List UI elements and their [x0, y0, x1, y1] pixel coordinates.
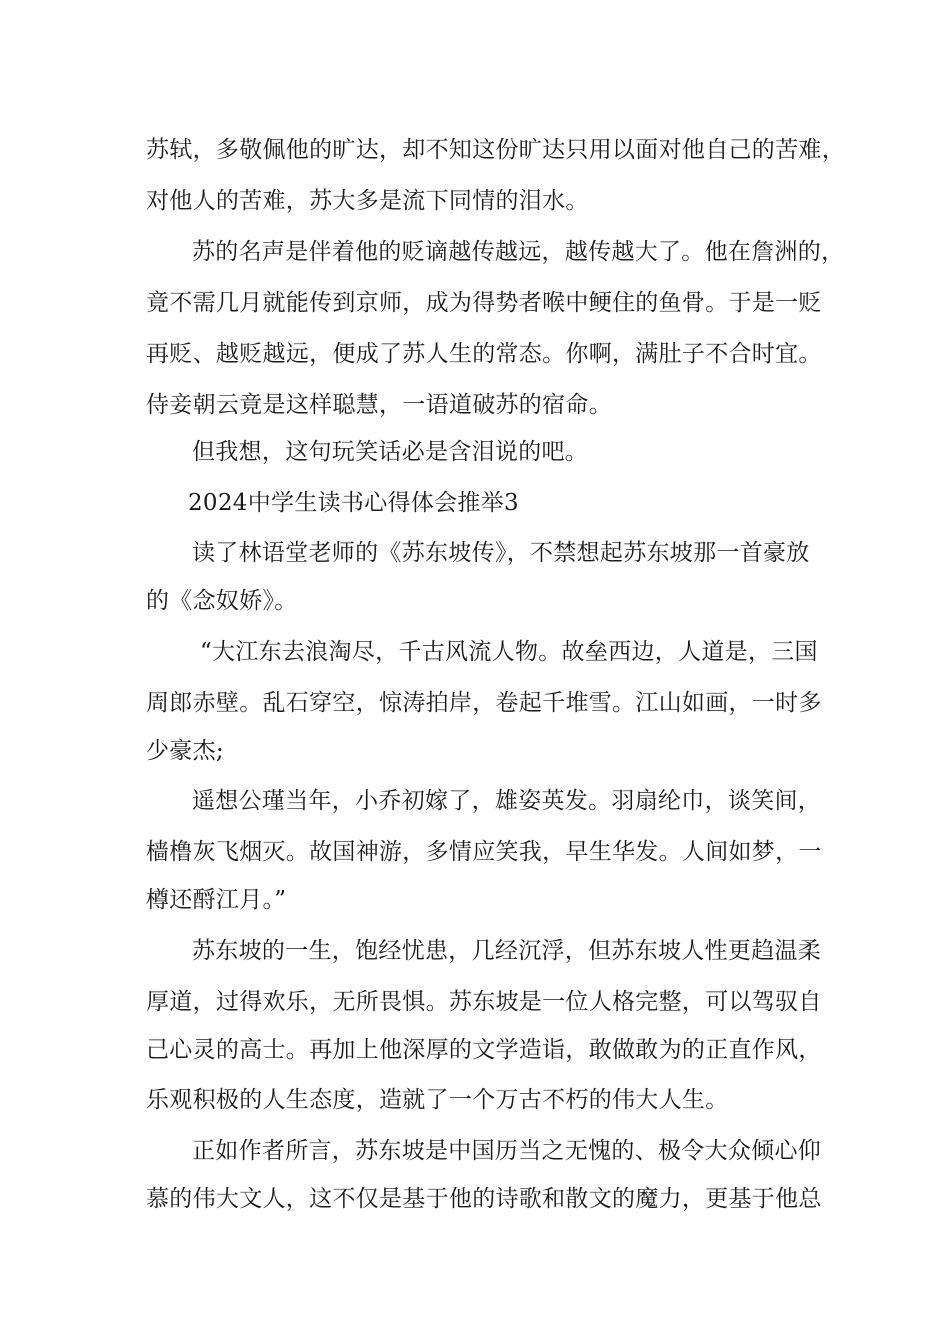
section-heading: 2024中学生读书心得体会推举3: [188, 490, 519, 516]
paragraph-first-line: 苏东坡的一生，饱经忧患，几经沉浮，但苏东坡人性更趋温柔: [192, 938, 822, 964]
paragraph-first-line: 苏的名声是伴着他的贬谪越传越远，越传越大了。他在詹洲的，: [192, 239, 845, 265]
paragraph-first-line: 遥想公瑾当年，小乔初嫁了，雄姿英发。羽扇纶巾，谈笑间，: [192, 788, 822, 814]
text-line: 侍妾朝云竟是这样聪慧，一语道破苏的宿命。: [146, 392, 612, 418]
text-line: 苏轼，多敬佩他的旷达，却不知这份旷达只用以面对他自己的苦难，: [146, 137, 845, 163]
paragraph-first-line: 读了林语堂老师的《苏东坡传》，不禁想起苏东坡那一首豪放: [192, 540, 810, 566]
text-line: 樽还酹江月。”: [146, 887, 287, 913]
text-line: 慕的伟大文人，这不仅是基于他的诗歌和散文的魔力，更基于他总: [146, 1186, 822, 1212]
text-line: 周郎赤壁。乱石穿空，惊涛拍岸，卷起千堆雪。江山如画，一时多: [146, 690, 822, 716]
text-line: 对他人的苦难，苏大多是流下同情的泪水。: [146, 188, 589, 214]
paragraph-first-line: 但我想，这句玩笑话必是含泪说的吧。: [192, 439, 589, 465]
document-page: [146, 0, 845, 1344]
text-line: 樯橹灰飞烟灭。故国神游，多情应笑我，早生华发。人间如梦，一: [146, 839, 822, 865]
quote-first-line: “大江东去浪淘尽，千古风流人物。故垒西边，人道是，三国: [200, 639, 818, 665]
paragraph-first-line: 正如作者所言，苏东坡是中国历当之无愧的、极令大众倾心仰: [192, 1138, 822, 1164]
text-line: 己心灵的高士。再加上他深厚的文学造诣，敢做敢为的正直作风，: [146, 1037, 822, 1063]
text-line: 乐观积极的人生态度，造就了一个万古不朽的伟大人生。: [146, 1087, 729, 1113]
text-line: 的《念奴娇》。: [146, 588, 298, 614]
text-line: 竟不需几月就能传到京师，成为得势者喉中鲠住的鱼骨。于是一贬: [146, 290, 822, 316]
text-line: 少豪杰;: [146, 738, 224, 764]
text-line: 再贬、越贬越远，便成了苏人生的常态。你啊，满肚子不合时宜。: [146, 341, 822, 367]
text-line: 厚道，过得欢乐，无所畏惧。苏东坡是一位人格完整，可以驾驭自: [146, 989, 822, 1015]
